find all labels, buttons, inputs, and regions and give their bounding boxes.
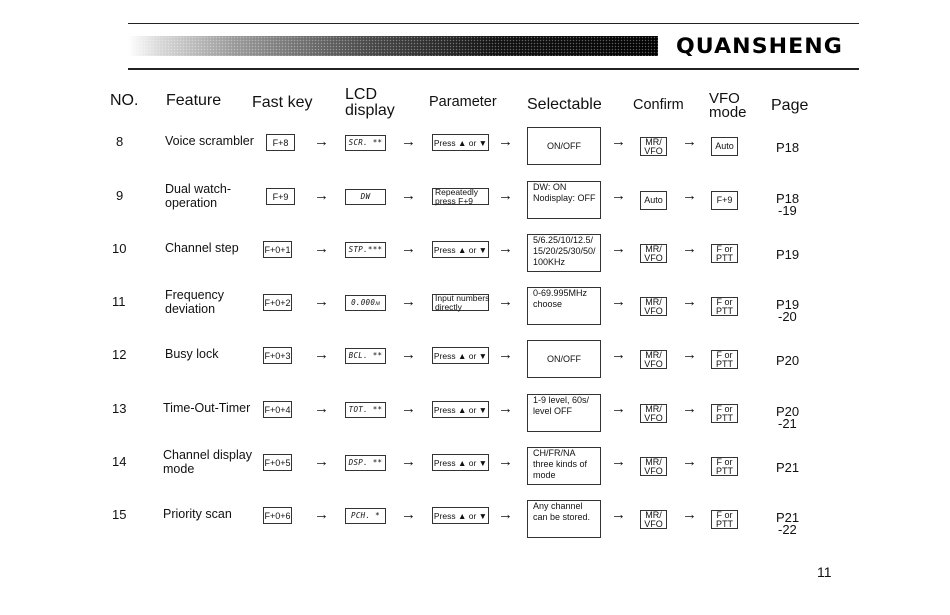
selectable-line2: level OFF: [533, 406, 573, 416]
arrow-icon: →: [401, 293, 416, 310]
parameter-box: [432, 294, 489, 311]
vfo-key-box: [711, 191, 738, 210]
confirm-line2: VFO: [644, 412, 663, 423]
confirm-line1: Auto: [644, 195, 663, 205]
fast-key-box: F+0+4: [263, 401, 292, 418]
arrow-icon: →: [682, 506, 697, 523]
row-number: 13: [112, 401, 127, 416]
selectable-box: [527, 127, 601, 165]
arrow-icon: →: [611, 346, 626, 363]
page-reference: [776, 512, 799, 536]
vfo-line2: PTT: [716, 358, 733, 369]
vfo-line1: F or: [716, 403, 733, 414]
page-line1: P19: [776, 297, 800, 312]
selectable-box: [527, 287, 601, 325]
vfo-key-box: [711, 457, 738, 476]
feature-line1: Channel display: [163, 448, 252, 462]
confirm-line2: VFO: [644, 145, 663, 156]
parameter-line2: press F+9: [435, 195, 474, 206]
page-line2: -20: [778, 309, 797, 324]
page-reference: [776, 355, 799, 367]
row-number: 15: [112, 507, 127, 522]
vfo-line1: F or: [716, 296, 733, 307]
parameter-box: [432, 241, 489, 258]
confirm-key-box: [640, 404, 667, 423]
page-reference: [776, 406, 799, 430]
arrow-icon: →: [314, 133, 329, 150]
arrow-icon: →: [314, 240, 329, 257]
confirm-line1: MR/: [645, 403, 662, 414]
vfo-key-box: [711, 244, 738, 263]
selectable-box: [527, 394, 601, 432]
arrow-icon: →: [498, 506, 513, 523]
feature-line1: Frequency: [165, 288, 225, 302]
confirm-key-box: [640, 457, 667, 476]
vfo-line1: F or: [716, 243, 733, 254]
row-feature: [165, 182, 231, 210]
arrow-icon: →: [401, 453, 416, 470]
arrow-icon: →: [682, 346, 697, 363]
arrow-icon: →: [314, 346, 329, 363]
row-number: 8: [116, 134, 124, 149]
vfo-key-box: [711, 137, 738, 156]
vfo-line1: F or: [716, 509, 733, 520]
feature-line1: Channel step: [165, 241, 239, 255]
arrow-icon: →: [611, 293, 626, 310]
arrow-icon: →: [682, 187, 697, 204]
arrow-icon: →: [611, 240, 626, 257]
vfo-line1: F or: [716, 349, 733, 360]
header-vfo-line1: VFO: [709, 90, 740, 107]
arrow-icon: →: [401, 346, 416, 363]
arrow-icon: →: [498, 133, 513, 150]
selectable-line1: CH/FR/NA: [533, 448, 576, 458]
arrow-icon: →: [682, 400, 697, 417]
page-line2: -21: [778, 416, 797, 431]
arrow-icon: →: [314, 453, 329, 470]
confirm-line1: MR/: [645, 349, 662, 360]
feature-line1: Dual watch-: [165, 182, 231, 196]
arrow-icon: →: [314, 293, 329, 310]
feature-line1: Busy lock: [165, 347, 219, 361]
vfo-line1: F+9: [716, 195, 733, 205]
feature-line2: deviation: [165, 302, 216, 316]
arrow-icon: →: [498, 187, 513, 204]
page-line1: P19: [776, 247, 800, 262]
confirm-key-box: [640, 244, 667, 263]
page-line1: P20: [776, 353, 800, 368]
parameter-box: [432, 134, 489, 151]
page-number: 11: [817, 564, 832, 580]
parameter-line1: Input numbers: [435, 292, 490, 303]
confirm-line2: VFO: [644, 358, 663, 369]
vfo-line1: Auto: [715, 141, 734, 151]
lcd-display-box: TOT. **: [345, 402, 386, 418]
parameter-line2: directly: [435, 301, 462, 312]
page-reference: [776, 193, 799, 217]
vfo-line2: PTT: [716, 305, 733, 316]
arrow-icon: →: [401, 133, 416, 150]
feature-line1: Time-Out-Timer: [163, 401, 251, 415]
fast-key-box: F+0+6: [263, 507, 292, 524]
lcd-display-box: 0.000ᴍ: [345, 295, 386, 311]
arrow-icon: →: [498, 346, 513, 363]
page-reference: [776, 142, 799, 154]
parameter-box: [432, 507, 489, 524]
page-line1: P21: [776, 460, 800, 475]
row-number: 9: [116, 188, 124, 203]
confirm-key-box: [640, 350, 667, 369]
parameter-line1: Press ▲ or ▼: [433, 244, 488, 255]
arrow-icon: →: [498, 293, 513, 310]
header-lcd-display: [345, 87, 395, 119]
arrow-icon: →: [611, 506, 626, 523]
selectable-line2: choose: [533, 299, 563, 309]
parameter-box: [432, 347, 489, 364]
confirm-line1: MR/: [645, 136, 662, 147]
header-vfo-line2: mode: [709, 104, 747, 121]
arrow-icon: →: [498, 400, 513, 417]
header-rule: [128, 68, 859, 70]
row-feature: [165, 134, 254, 148]
page-reference: [776, 249, 799, 261]
page-line1: P18: [776, 191, 800, 206]
row-number: 14: [112, 454, 127, 469]
row-number: 11: [112, 294, 126, 309]
header-confirm: Confirm: [633, 97, 684, 113]
lcd-display-box: BCL. **: [345, 348, 386, 364]
arrow-icon: →: [314, 400, 329, 417]
header-feature: Feature: [166, 92, 222, 109]
arrow-icon: →: [611, 400, 626, 417]
lcd-display-box: DSP. **: [345, 455, 386, 471]
selectable-line1: ON/OFF: [547, 353, 581, 364]
parameter-line1: Press ▲ or ▼: [433, 350, 488, 361]
page-line2: -22: [778, 522, 797, 537]
fast-key-box: F+8: [266, 134, 295, 151]
fast-key-box: F+9: [266, 188, 295, 205]
selectable-box: [527, 500, 601, 538]
feature-line2: mode: [163, 462, 195, 476]
selectable-box: [527, 234, 601, 272]
vfo-line2: PTT: [716, 412, 733, 423]
lcd-display-box: SCR. **: [345, 135, 386, 151]
header-lcd-line1: LCD: [345, 86, 378, 103]
lcd-display-box: PCH. *: [345, 508, 386, 524]
row-feature: [163, 507, 232, 521]
parameter-box: [432, 401, 489, 418]
selectable-line1: ON/OFF: [547, 140, 581, 151]
arrow-icon: →: [401, 400, 416, 417]
confirm-line2: VFO: [644, 465, 663, 476]
vfo-line1: F or: [716, 456, 733, 467]
parameter-line1: Press ▲ or ▼: [433, 457, 488, 468]
arrow-icon: →: [498, 240, 513, 257]
arrow-icon: →: [682, 293, 697, 310]
selectable-box: [527, 181, 601, 219]
header-fast-key: Fast key: [252, 94, 313, 111]
row-number: 12: [112, 347, 127, 362]
vfo-key-box: [711, 404, 738, 423]
top-rule: [128, 23, 859, 24]
selectable-box: [527, 447, 601, 485]
vfo-line2: PTT: [716, 252, 733, 263]
header-vfo-mode: [709, 92, 747, 120]
lcd-display-box: DW: [345, 189, 386, 205]
arrow-icon: →: [401, 187, 416, 204]
parameter-line1: Press ▲ or ▼: [433, 404, 488, 415]
fast-key-box: F+0+2: [263, 294, 292, 311]
confirm-key-box: [640, 137, 667, 156]
page-line1: P18: [776, 140, 800, 155]
page-line1: P20: [776, 404, 800, 419]
selectable-line1: 1-9 level, 60s/: [533, 395, 590, 405]
arrow-icon: →: [498, 453, 513, 470]
feature-line1: Priority scan: [163, 507, 232, 521]
parameter-line1: Press ▲ or ▼: [433, 137, 488, 148]
selectable-line1: 5/6.25/10/12.5/: [533, 235, 594, 245]
page-reference: [776, 462, 799, 474]
arrow-icon: →: [611, 187, 626, 204]
selectable-line2: 15/20/25/30/50/: [533, 246, 596, 256]
selectable-line1: Any channel: [533, 501, 583, 511]
selectable-line2: three kinds of: [533, 459, 588, 469]
row-number: 10: [112, 241, 127, 256]
header-parameter: Parameter: [429, 94, 497, 110]
vfo-line2: PTT: [716, 518, 733, 529]
selectable-line2: Nodisplay: OFF: [533, 193, 596, 203]
confirm-key-box: [640, 510, 667, 529]
vfo-line2: PTT: [716, 465, 733, 476]
parameter-box: [432, 454, 489, 471]
confirm-line1: MR/: [645, 509, 662, 520]
selectable-line3: mode: [533, 470, 556, 480]
confirm-line1: MR/: [645, 243, 662, 254]
row-feature: [165, 347, 219, 361]
confirm-line1: MR/: [645, 456, 662, 467]
parameter-line1: Press ▲ or ▼: [433, 510, 488, 521]
header-banner-gradient: [128, 36, 658, 56]
header-no: NO.: [110, 92, 139, 109]
header-selectable: Selectable: [527, 96, 602, 113]
row-feature: [165, 288, 224, 316]
row-feature: [163, 401, 250, 415]
confirm-line2: VFO: [644, 305, 663, 316]
selectable-line3: 100KHz: [533, 257, 566, 267]
feature-line2: operation: [165, 196, 218, 210]
feature-line1: Voice scrambler: [165, 134, 254, 148]
parameter-line1: Repeatedly: [435, 186, 479, 197]
confirm-line2: VFO: [644, 252, 663, 263]
header-page: Page: [771, 97, 809, 114]
arrow-icon: →: [611, 453, 626, 470]
confirm-line2: VFO: [644, 518, 663, 529]
selectable-line2: can be stored.: [533, 512, 591, 522]
confirm-key-box: [640, 297, 667, 316]
arrow-icon: →: [314, 506, 329, 523]
fast-key-box: F+0+3: [263, 347, 292, 364]
arrow-icon: →: [682, 240, 697, 257]
selectable-box: [527, 340, 601, 378]
selectable-line1: DW: ON: [533, 182, 567, 192]
arrow-icon: →: [401, 240, 416, 257]
page-line2: -19: [778, 203, 797, 218]
vfo-key-box: [711, 510, 738, 529]
arrow-icon: →: [314, 187, 329, 204]
header-lcd-line2: display: [345, 102, 395, 119]
vfo-key-box: [711, 350, 738, 369]
arrow-icon: →: [611, 133, 626, 150]
page-line1: P21: [776, 510, 800, 525]
selectable-line1: 0-69.995MHz: [533, 288, 588, 298]
vfo-key-box: [711, 297, 738, 316]
row-feature: [163, 448, 252, 476]
confirm-key-box: [640, 191, 667, 210]
parameter-box: [432, 188, 489, 205]
arrow-icon: →: [682, 133, 697, 150]
confirm-line1: MR/: [645, 296, 662, 307]
arrow-icon: →: [682, 453, 697, 470]
lcd-display-box: STP.***: [345, 242, 386, 258]
row-feature: [165, 241, 239, 255]
arrow-icon: →: [401, 506, 416, 523]
page-reference: [776, 299, 799, 323]
fast-key-box: F+0+5: [263, 454, 292, 471]
fast-key-box: F+0+1: [263, 241, 292, 258]
brand-logo: QUANSHENG: [676, 34, 843, 58]
